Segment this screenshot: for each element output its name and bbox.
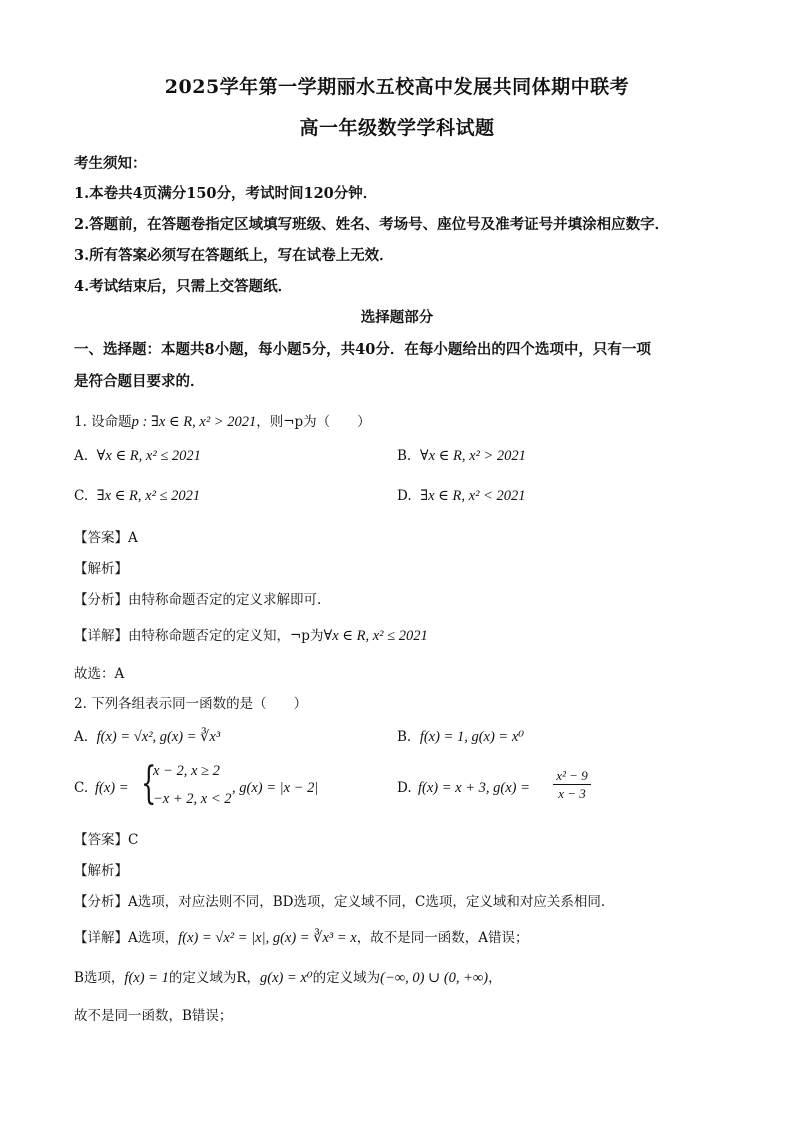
q1-option-d-label: D.	[397, 488, 412, 504]
q1-stem	[74, 410, 371, 431]
q1-option-d	[397, 488, 525, 505]
q1-option-a-text: ∀x ∈ R, x² ≤ 2021	[96, 448, 201, 464]
q2-answer-value: C	[128, 832, 139, 848]
q2-detail-tag: 【详解】	[74, 930, 128, 946]
q2-detail-b-mid2: 的定义域为	[312, 970, 381, 986]
q2-detail-a	[74, 926, 528, 947]
q1-option-c-text: ∃x ∈ R, x² ≤ 2021	[96, 488, 201, 504]
notice-item-4: 4.考试结束后，只需上交答题纸．	[74, 278, 293, 295]
q1-stem-suffix: ，则¬p为（ ）	[256, 414, 371, 430]
q2-option-c-f: f(x) =	[95, 780, 129, 796]
q2-option-a-text: f(x) = √x², g(x) = ∛x³	[96, 729, 221, 745]
exam-title: 2025学年第一学期丽水五校高中发展共同体期中联考	[164, 76, 630, 98]
q1-fenxi-text: 由特称命题否定的定义求解即可.	[128, 592, 322, 608]
q2-option-a	[74, 729, 220, 746]
q2-stem: 2. 下列各组表示同一函数的是（ ）	[74, 696, 308, 712]
notice-item-3: 3.所有答案必须写在答题纸上，写在试卷上无效．	[74, 247, 394, 264]
q2-option-d-denominator: x − 3	[558, 786, 586, 801]
notice-heading: 考生须知：	[74, 155, 147, 172]
q2-option-b-text: f(x) = 1, g(x) = x⁰	[419, 729, 525, 745]
q2-option-d-label: D.	[397, 780, 412, 796]
fraction-bar	[553, 784, 591, 785]
section-title: 选择题部分	[360, 309, 434, 326]
q2-detail-b-line2: 故不是同一函数，B错误；	[74, 1008, 233, 1024]
q2-option-d-f: f(x) = x + 3, g(x) =	[418, 780, 530, 796]
q1-option-b-label: B.	[397, 448, 412, 464]
section-instruction-line1: 一、选择题：本题共8小题，每小题5分，共40分．在每小题给出的四个选项中，只有一项	[74, 341, 651, 358]
q1-option-c	[74, 488, 200, 505]
q2-option-d-numerator: x² − 9	[556, 768, 588, 783]
q2-analysis-tag: 【解析】	[74, 863, 128, 879]
q1-option-a	[74, 448, 201, 465]
notice-item-2: 2.答题前，在答题卷指定区域填写班级、姓名、考场号、座位号及准考证号并填涂相应数字．	[74, 216, 670, 233]
q1-answer-value: A	[128, 530, 138, 546]
q1-conclusion: 故选：A	[74, 666, 125, 682]
q1-option-b-text: ∀x ∈ R, x² > 2021	[419, 448, 526, 464]
q1-fenxi	[74, 588, 321, 608]
q2-detail-b-math1: f(x) = 1	[124, 970, 169, 986]
q2-option-c-g: , g(x) = |x − 2|	[232, 780, 319, 796]
piecewise-brace: {	[141, 758, 157, 809]
q1-option-c-label: C.	[74, 488, 89, 504]
q1-answer	[74, 526, 138, 546]
q1-stem-math: p : ∃x ∈ R, x² > 2021	[131, 414, 257, 430]
q2-detail-a-suffix: ，故不是同一函数，A错误；	[356, 930, 529, 946]
q2-option-c-case1: x − 2, x ≥ 2	[153, 763, 220, 779]
section-instruction-line2: 是符合题目要求的．	[74, 373, 205, 390]
q1-detail-tag: 【详解】	[74, 628, 128, 644]
q1-option-a-label: A.	[74, 448, 89, 464]
notice-item-1: 1.本卷共4页满分150分，考试时间120分钟．	[74, 185, 378, 202]
q1-detail-text: 由特称命题否定的定义知，¬p为	[128, 628, 324, 644]
q1-option-d-text: ∃x ∈ R, x² < 2021	[420, 488, 526, 504]
q2-detail-a-prefix: A选项，	[128, 930, 179, 946]
q1-analysis-tag: 【解析】	[74, 561, 128, 577]
q2-detail-b-prefix: B选项，	[74, 970, 125, 986]
q2-option-b-label: B.	[397, 729, 412, 745]
q2-detail-b-end: ，	[488, 970, 502, 986]
q2-fenxi-text: A选项，对应法则不同，BD选项，定义域不同，C选项，定义域和对应关系相同.	[128, 894, 606, 910]
q2-detail-b-mid1: 的定义域为R，	[168, 970, 260, 986]
q1-stem-prefix: 1. 设命题	[74, 414, 132, 430]
q1-detail	[74, 624, 428, 645]
q2-option-d-fraction	[553, 768, 591, 801]
q2-detail-b-math2: g(x) = x⁰	[260, 970, 313, 986]
q2-detail-b	[74, 966, 502, 987]
q2-detail-b-math3: (−∞, 0) ∪ (0, +∞)	[380, 970, 489, 986]
q1-detail-math: ∀x ∈ R, x² ≤ 2021	[323, 628, 428, 644]
q2-answer-tag: 【答案】	[74, 832, 128, 848]
q1-fenxi-tag: 【分析】	[74, 592, 128, 608]
q2-option-b	[397, 729, 524, 746]
q2-fenxi	[74, 890, 605, 910]
q1-option-b	[397, 448, 526, 465]
q2-option-a-label: A.	[74, 729, 89, 745]
q2-fenxi-tag: 【分析】	[74, 894, 128, 910]
q2-detail-a-math: f(x) = √x² = |x|, g(x) = ∛x³ = x	[178, 930, 357, 946]
q2-option-c-label: C.	[74, 780, 89, 796]
exam-subtitle: 高一年级数学学科试题	[299, 117, 495, 139]
q2-answer	[74, 828, 138, 848]
q2-option-c-case2: −x + 2, x < 2	[153, 791, 232, 807]
q1-answer-tag: 【答案】	[74, 530, 128, 546]
